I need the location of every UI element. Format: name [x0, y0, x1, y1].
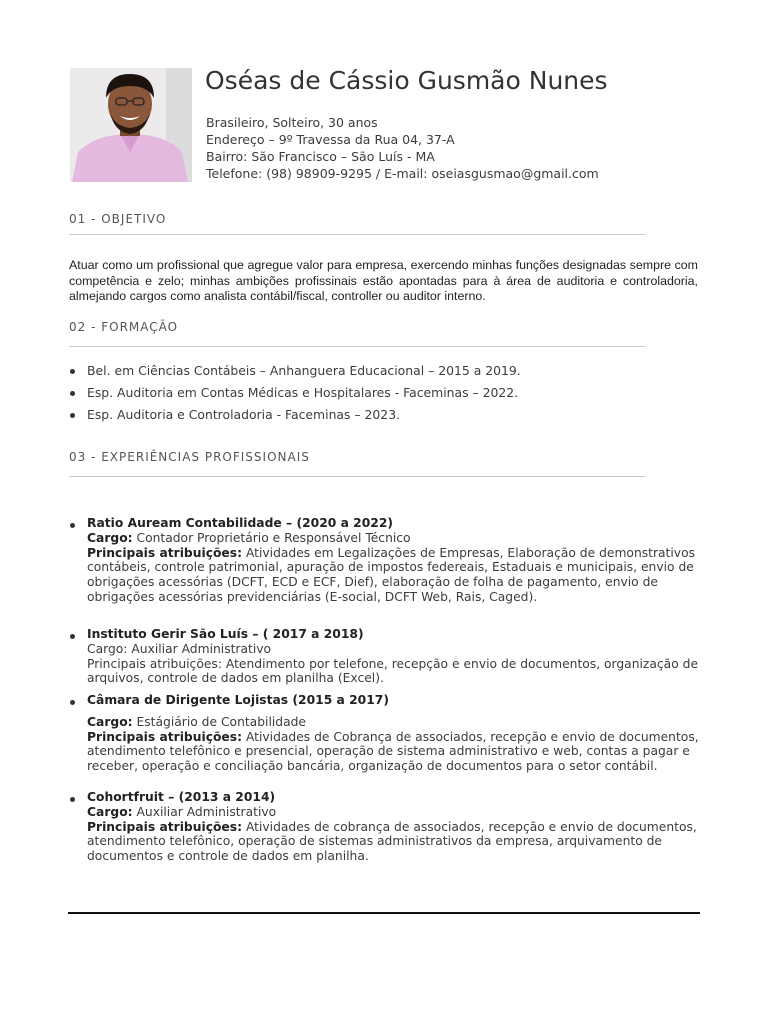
education-title: 02 - FORMAÇÃO: [69, 320, 179, 334]
role-label: Cargo:: [87, 530, 133, 545]
neighborhood: Bairro: São Francisco – São Luís - MA: [206, 149, 435, 164]
role-label: Cargo:: [87, 641, 128, 656]
duties: Atividades de Cobrança de associados, recepção e envio de documentos, atendimento telefônico e presencial, operação de sistema administrativo e web, contas a pagar e receber, operação e conciliação bancária, organização de documentos para o setor contábil.: [87, 729, 699, 774]
address: Endereço – 9º Travessa da Rua 04, 37-A: [206, 132, 455, 147]
education-item: Esp. Auditoria e Controladoria - Faceminas – 2023.: [69, 406, 521, 428]
duties-label: Principais atribuições:: [87, 545, 243, 560]
duties-line: [87, 657, 709, 687]
role-line: [87, 715, 709, 730]
duties-label: Principais atribuições:: [87, 729, 243, 744]
divider: [69, 234, 645, 235]
company-name: Instituto Gerir São Luís – ( 2017 a 2018): [87, 627, 364, 641]
objective-text: Atuar como um profissional que agregue valor para empresa, exercendo minhas funções designadas sempre com competência e zelo; minhas ambições profissinais estão apontadas para à área de auditoria e controladoria, almejando cargos como analista contábil/fiscal, controller ou auditor interno.: [69, 258, 698, 303]
role: Auxiliar Administrativo: [136, 804, 277, 819]
bullet-icon: [69, 693, 77, 707]
role-label: Cargo:: [87, 804, 133, 819]
experience-item: [69, 516, 709, 605]
footer-divider: [68, 912, 700, 914]
duties-line: [87, 546, 709, 605]
duties: Atividades em Legalizações de Empresas, Elaboração de demonstrativos contábeis, controle patrimonial, apuração de impostos federeais, Estaduais e municipais, envio de obrigações acessórias (DCFT, ECD e ECF, Dief), elaboração de folha de pagamento, envio de obrigações acessórias previdenciárias (E-social, DCFT Web, Rais, Caged).: [87, 545, 696, 604]
duties-line: [87, 730, 709, 774]
role-label: Cargo:: [87, 714, 133, 729]
experience-title: 03 - EXPERIÊNCIAS PROFISSIONAIS: [69, 450, 310, 464]
divider: [69, 346, 645, 347]
duties: Atendimento por telefone, recepção e envio de documentos, organização de arquivos, controle de dados em planilha (Excel).: [87, 656, 699, 686]
phone-email: Telefone: (98) 98909-9295 / E-mail: oseiasgusmao@gmail.com: [206, 166, 599, 181]
duties: Atividades de cobrança de associados, recepção e envio de documentos, atendimento telefônico, operação de sistemas administrativos da empresa, arquivamento de documentos e controle de dados em planilha.: [87, 819, 697, 864]
company-name: Câmara de Dirigente Lojistas (2015 a 2017): [87, 693, 389, 707]
duties-line: [87, 820, 709, 864]
education-item: Bel. em Ciências Contábeis – Anhanguera Educacional – 2015 a 2019.: [69, 362, 521, 384]
duties-label: Principais atribuições:: [87, 656, 222, 671]
experience-item: [69, 627, 709, 686]
education-item: Esp. Auditoria em Contas Médicas e Hospitalares - Faceminas – 2022.: [69, 384, 521, 406]
objective-title: 01 - OBJETIVO: [69, 212, 167, 226]
bullet-icon: [69, 627, 77, 641]
experience-item: [69, 693, 709, 774]
role: Auxiliar Administrativo: [131, 641, 272, 656]
bullet-icon: [69, 516, 77, 530]
candidate-name: Oséas de Cássio Gusmão Nunes: [205, 66, 608, 95]
profile-photo: [70, 68, 192, 182]
education-list: [69, 362, 521, 428]
role-line: [87, 531, 709, 546]
role: Contador Proprietário e Responsável Técnico: [136, 530, 411, 545]
role: Estágiário de Contabilidade: [136, 714, 306, 729]
company-name: Ratio Auream Contabilidade – (2020 a 2022): [87, 516, 394, 530]
experience-item: [69, 790, 709, 864]
role-line: [87, 805, 709, 820]
duties-label: Principais atribuições:: [87, 819, 243, 834]
role-line: [87, 642, 709, 657]
personal-info: Brasileiro, Solteiro, 30 anos: [206, 115, 378, 130]
contact-info: [206, 114, 599, 182]
company-name: Cohortfruit – (2013 a 2014): [87, 790, 276, 804]
divider: [69, 476, 645, 477]
bullet-icon: [69, 790, 77, 804]
